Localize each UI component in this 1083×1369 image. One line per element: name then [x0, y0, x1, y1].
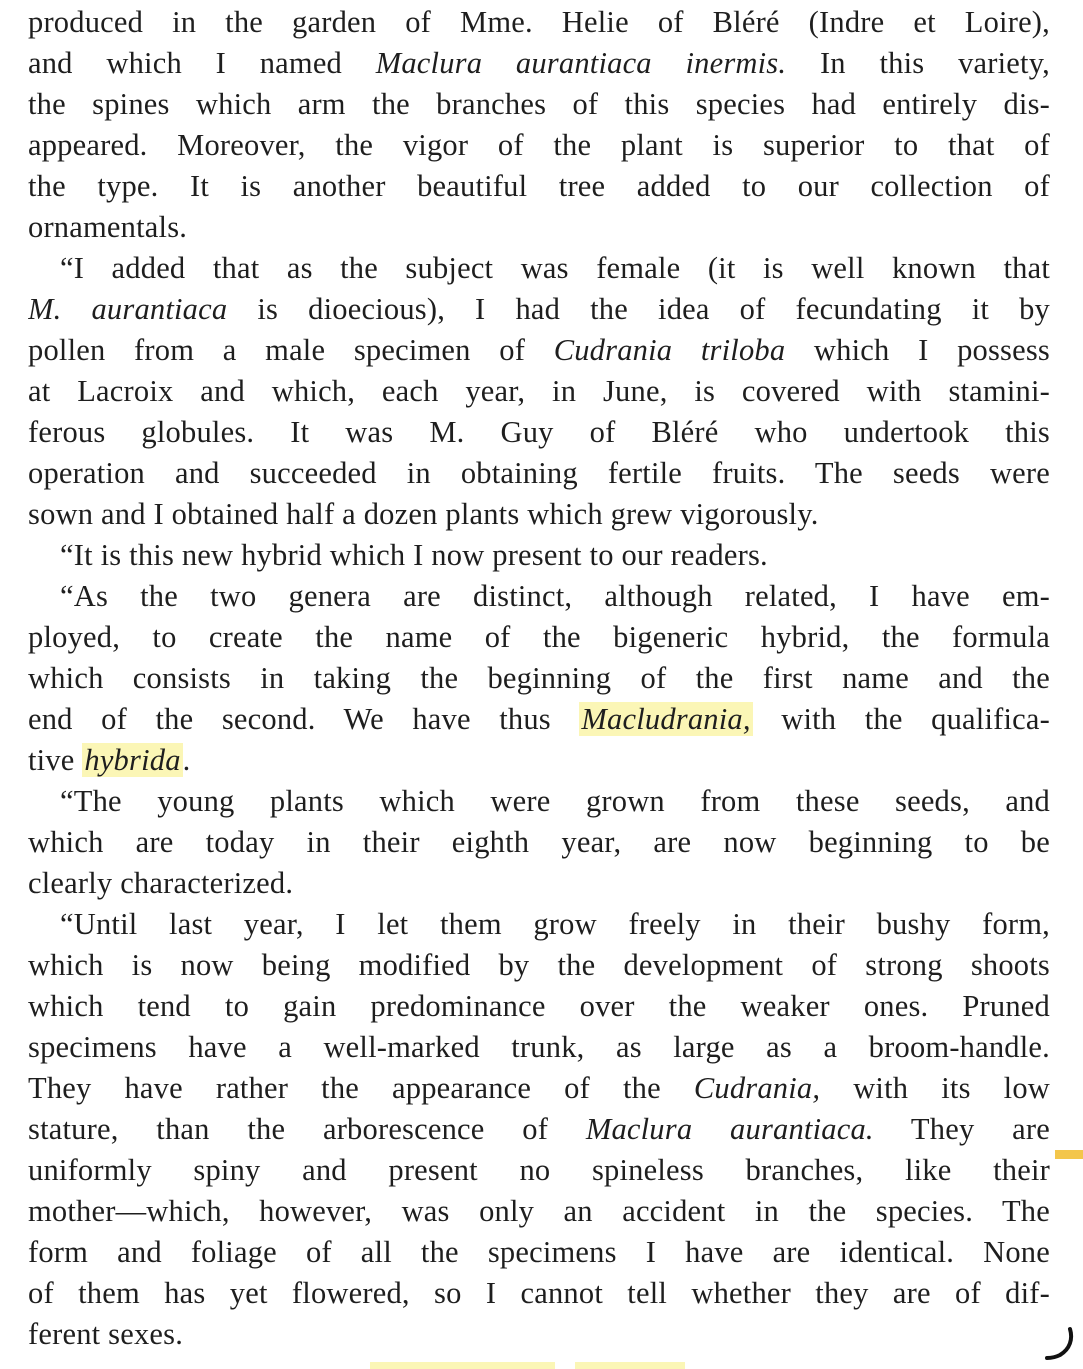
text-segment: ferent sexes.: [28, 1317, 184, 1351]
body-text: [28, 2, 1050, 1355]
text-segment: the spines which arm the branches of this species had entirely dis-: [28, 87, 1050, 121]
text-segment: of them has yet flowered, so I cannot tell whether they are of dif-: [28, 1276, 1050, 1310]
text-line: [28, 863, 1050, 904]
text-segment: is dioecious), I had the idea of fecundating it by: [227, 292, 1050, 326]
text-segment: ornamentals.: [28, 210, 188, 244]
text-line: [28, 330, 1050, 371]
text-segment: the type. It is another beautiful tree added to our collection of: [28, 169, 1050, 203]
text-line: [28, 412, 1050, 453]
text-segment: form and foliage of all the specimens I have are identical. None: [28, 1235, 1050, 1269]
text-segment: appeared. Moreover, the vigor of the plant is superior to that of: [28, 128, 1050, 162]
italic-term: M. aurantiaca: [28, 292, 228, 326]
highlight-fragment: [575, 1362, 685, 1369]
text-line: [28, 699, 1050, 740]
text-line: [28, 453, 1050, 494]
text-segment: pollen from a male specimen of: [28, 333, 554, 367]
text-segment: with its low: [820, 1071, 1050, 1105]
text-line: [28, 658, 1050, 699]
highlight-marker: [1055, 1150, 1083, 1159]
text-line: [28, 125, 1050, 166]
text-line: [28, 740, 1050, 781]
text-line: [28, 1068, 1050, 1109]
text-segment: specimens have a well-marked trunk, as large as a broom-handle.: [28, 1030, 1050, 1064]
text-line: [28, 904, 1050, 945]
highlighted-term: hybrida: [84, 743, 181, 777]
text-line: [28, 986, 1050, 1027]
text-segment: In this variety,: [786, 46, 1050, 80]
text-line: [28, 576, 1050, 617]
highlight-fragment: [370, 1362, 555, 1369]
text-segment: “It is this new hybrid which I now present to our readers.: [60, 538, 768, 572]
text-segment: produced in the garden of Mme. Helie of Bléré (Indre et Loire),: [28, 5, 1050, 39]
text-line: [28, 535, 1050, 576]
text-segment: “As the two genera are distinct, although related, I have em-: [60, 579, 1050, 613]
text-line: [28, 822, 1050, 863]
text-segment: clearly characterized.: [28, 866, 294, 900]
text-segment: sown and I obtained half a dozen plants which grew vigorously.: [28, 497, 819, 531]
text-line: [28, 1191, 1050, 1232]
text-line: [28, 43, 1050, 84]
text-segment: ferous globules. It was M. Guy of Bléré who undertook this: [28, 415, 1050, 449]
text-line: [28, 2, 1050, 43]
text-segment: which are today in their eighth year, are now beginning to be: [28, 825, 1050, 859]
italic-term: Cudrania triloba: [553, 333, 786, 367]
text-segment: operation and succeeded in obtaining fertile fruits. The seeds were: [28, 456, 1050, 490]
italic-term: Maclura aurantiaca.: [585, 1112, 874, 1146]
text-segment: “Until last year, I let them grow freely in their bushy form,: [60, 907, 1050, 941]
text-segment: which is now being modified by the development of strong shoots: [28, 948, 1050, 982]
text-segment: end of the second. We have thus: [28, 702, 580, 736]
text-segment: tive: [28, 743, 83, 777]
text-segment: .: [182, 743, 191, 777]
text-segment: which I possess: [785, 333, 1050, 367]
text-segment: They have rather the appearance of the: [28, 1071, 694, 1105]
pen-stroke-icon: [1040, 1325, 1080, 1365]
text-line: [28, 1027, 1050, 1068]
text-line: [28, 1314, 1050, 1355]
text-line: [28, 781, 1050, 822]
text-line: [28, 207, 1050, 248]
text-segment: at Lacroix and which, each year, in June, is covered with stamini-: [28, 374, 1050, 408]
text-line: [28, 248, 1050, 289]
italic-term: Cudrania,: [693, 1071, 821, 1105]
text-segment: uniformly spiny and present no spineless branches, like their: [28, 1153, 1050, 1187]
text-line: [28, 84, 1050, 125]
text-segment: They are: [873, 1112, 1050, 1146]
text-line: [28, 166, 1050, 207]
text-segment: and which I named: [28, 46, 376, 80]
text-line: [28, 289, 1050, 330]
text-segment: which tend to gain predominance over the weaker ones. Pruned: [28, 989, 1050, 1023]
text-line: [28, 1109, 1050, 1150]
text-line: [28, 617, 1050, 658]
text-segment: which consists in taking the beginning of the first name and the: [28, 661, 1050, 695]
text-segment: with the qualifica-: [752, 702, 1050, 736]
text-line: [28, 1232, 1050, 1273]
text-segment: ployed, to create the name of the bigeneric hybrid, the formula: [28, 620, 1050, 654]
text-segment: mother—which, however, was only an accident in the species. The: [28, 1194, 1050, 1228]
text-segment: “I added that as the subject was female (it is well known that: [60, 251, 1050, 285]
text-line: [28, 1150, 1050, 1191]
text-segment: stature, than the arborescence of: [28, 1112, 586, 1146]
text-segment: “The young plants which were grown from these seeds, and: [60, 784, 1050, 818]
text-line: [28, 371, 1050, 412]
highlighted-term: Macludrania,: [581, 702, 751, 736]
text-line: [28, 945, 1050, 986]
italic-term: Maclura aurantiaca inermis.: [375, 46, 787, 80]
text-line: [28, 1273, 1050, 1314]
text-line: [28, 494, 1050, 535]
